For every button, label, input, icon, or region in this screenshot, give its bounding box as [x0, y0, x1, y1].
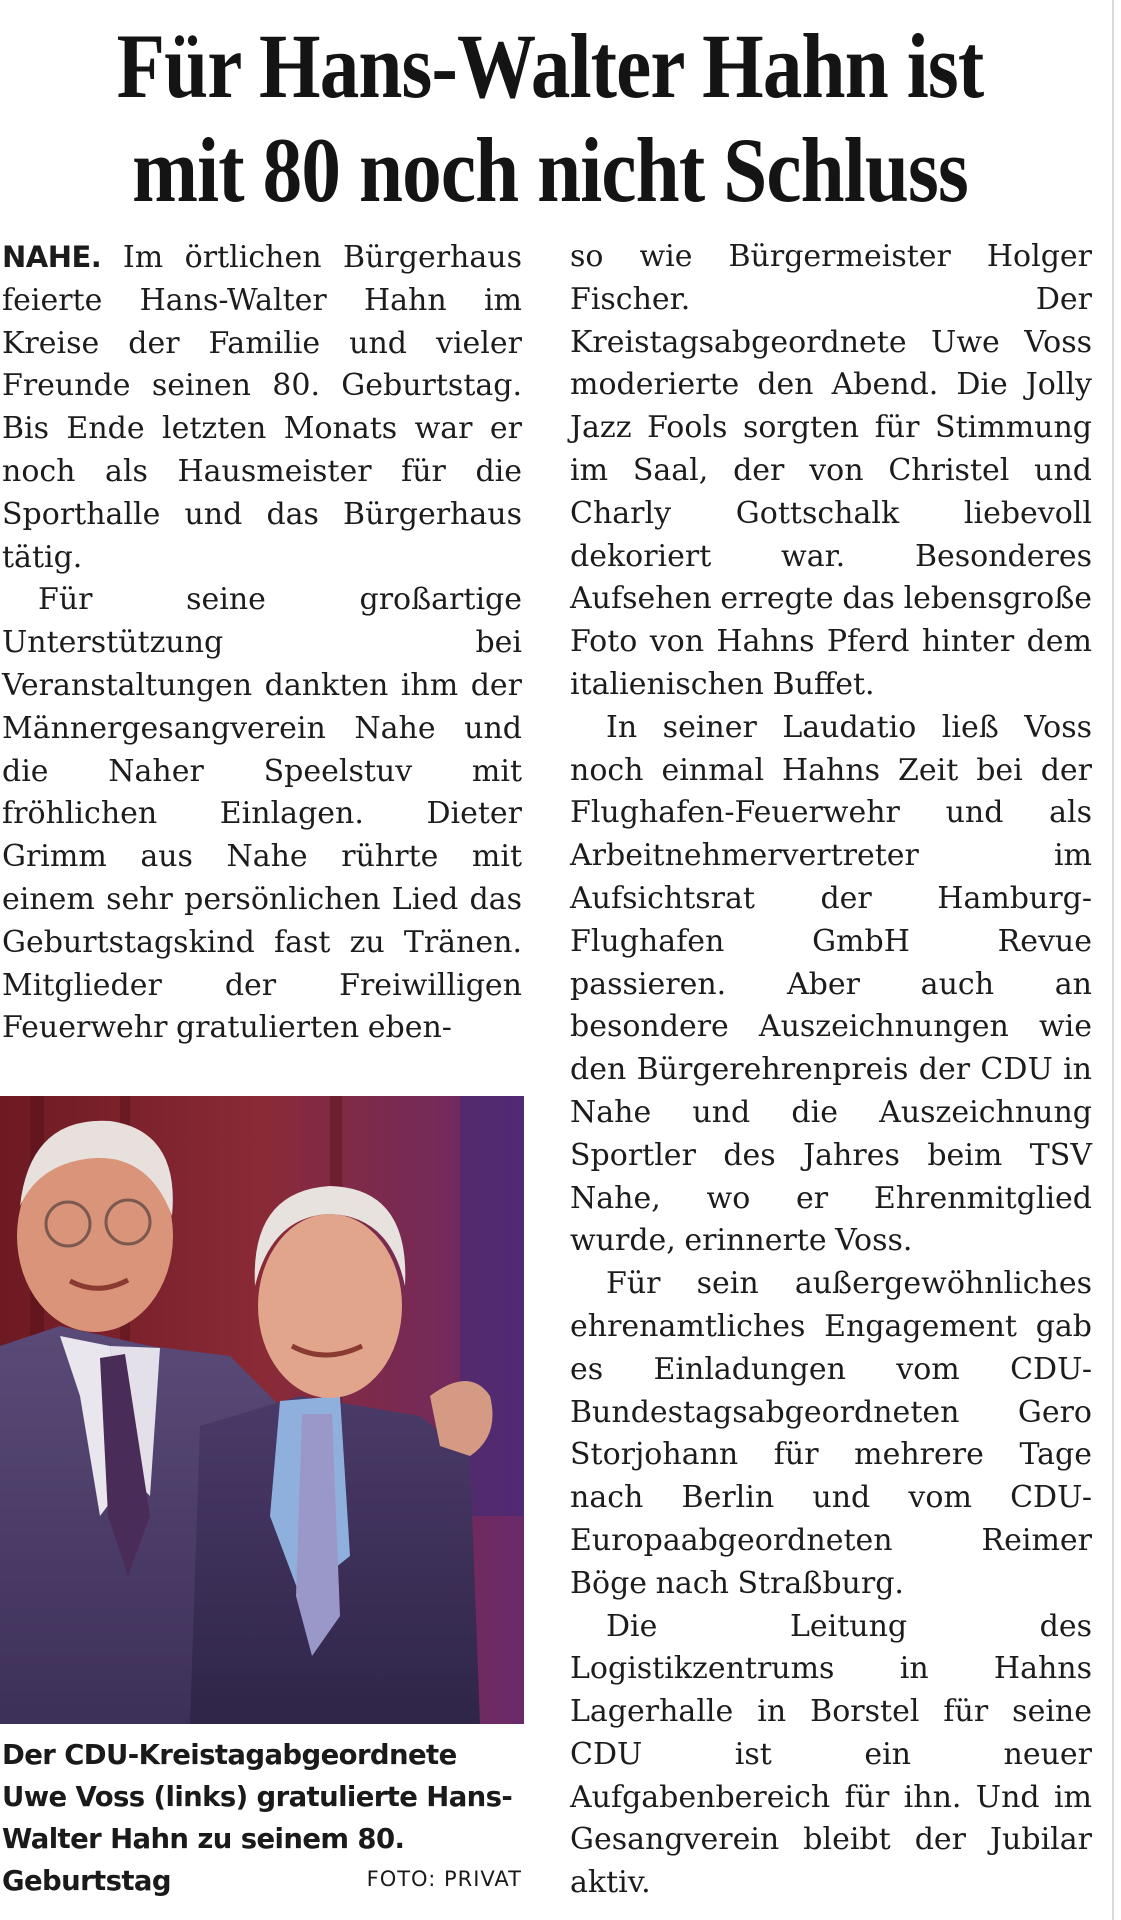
- article-paragraph: Für sein außergewöhnliches ehrenamtliches Engagement gab es Einladungen vom CDU-Bundestagsabgeordneten Gero Storjohann für mehrere Tage nach Berlin und vom CDU-Europaabgeordneten Reimer Böge nach Straßburg.: [570, 1266, 1092, 1601]
- article-headline: [86, 14, 1015, 222]
- article-paragraph: Für seine großartige Unterstützung bei Veranstaltungen dankten ihm der Männergesangverein Nahe und die Naher Speelstuv mit fröhlichen Einlagen. Dieter Grimm aus Nahe rührte mit einem sehr persönlichen Lied das Geburtstagskind fast zu Tränen. Mitglieder der Freiwilligen Feuerwehr gratulierten eben-: [2, 582, 522, 1046]
- article-paragraph: so wie Bürgermeister Holger Fischer. Der Kreistagsabgeordnete Uwe Voss moderierte den Abend. Die Jolly Jazz Fools sorgten für Stimmung im Saal, der von Christel und Charly Gottschalk liebevoll dekoriert war. Besonderes Aufsehen erregte das lebensgroße Foto von Hahns Pferd hinter dem italienischen Buffet.: [570, 239, 1092, 702]
- photo-caption: [2, 1734, 522, 1902]
- article-paragraph: [2, 236, 522, 579]
- photo-credit: FOTO: PRIVAT: [366, 1867, 522, 1891]
- paragraph-text: Im örtlichen Bürgerhaus feierte Hans-Walter Hahn im Kreise der Familie und vieler Freunde seinen 80. Geburtstag. Bis Ende letzten Monats war er noch als Hausmeister für die Sporthalle und das Bürgerhaus tätig.: [2, 240, 522, 575]
- article-paragraph: Die Leitung des Logistikzentrums in Hahns Lagerhalle in Borstel für seine CDU ist ein neuer Aufgabenbereich für ihn. Und im Gesangverein bleibt der Jubilar aktiv.: [570, 1608, 1092, 1901]
- column-divider: [1112, 0, 1114, 1920]
- headline-line-2: mit 80 noch nicht Schluss: [132, 119, 968, 221]
- article-paragraph: In seiner Laudatio ließ Voss noch einmal Hahns Zeit bei der Flughafen-Feuerwehr und als Arbeitnehmervertreter im Aufsichtsrat der Hamburg-Flughafen GmbH Revue passieren. Aber auch an besondere Auszeichnungen wie den Bürgerehrenpreis der CDU in Nahe und die Auszeichnung Sportler des Jahres beim TSV Nahe, wo er Ehrenmitglied wurde, erinnerte Voss.: [570, 709, 1092, 1259]
- headline-line-1: Für Hans-Walter Hahn ist: [116, 15, 984, 117]
- article-column-right: [570, 236, 1092, 1905]
- article-column-left: [2, 236, 522, 1050]
- caption-text: Der CDU-Kreistagabgeordnete Uwe Voss (links) gratulierte Hans-Walter Hahn zu seinem 80. Geburtstag: [2, 1739, 513, 1897]
- article-photo: [0, 1096, 524, 1724]
- dateline: NAHE.: [2, 240, 102, 274]
